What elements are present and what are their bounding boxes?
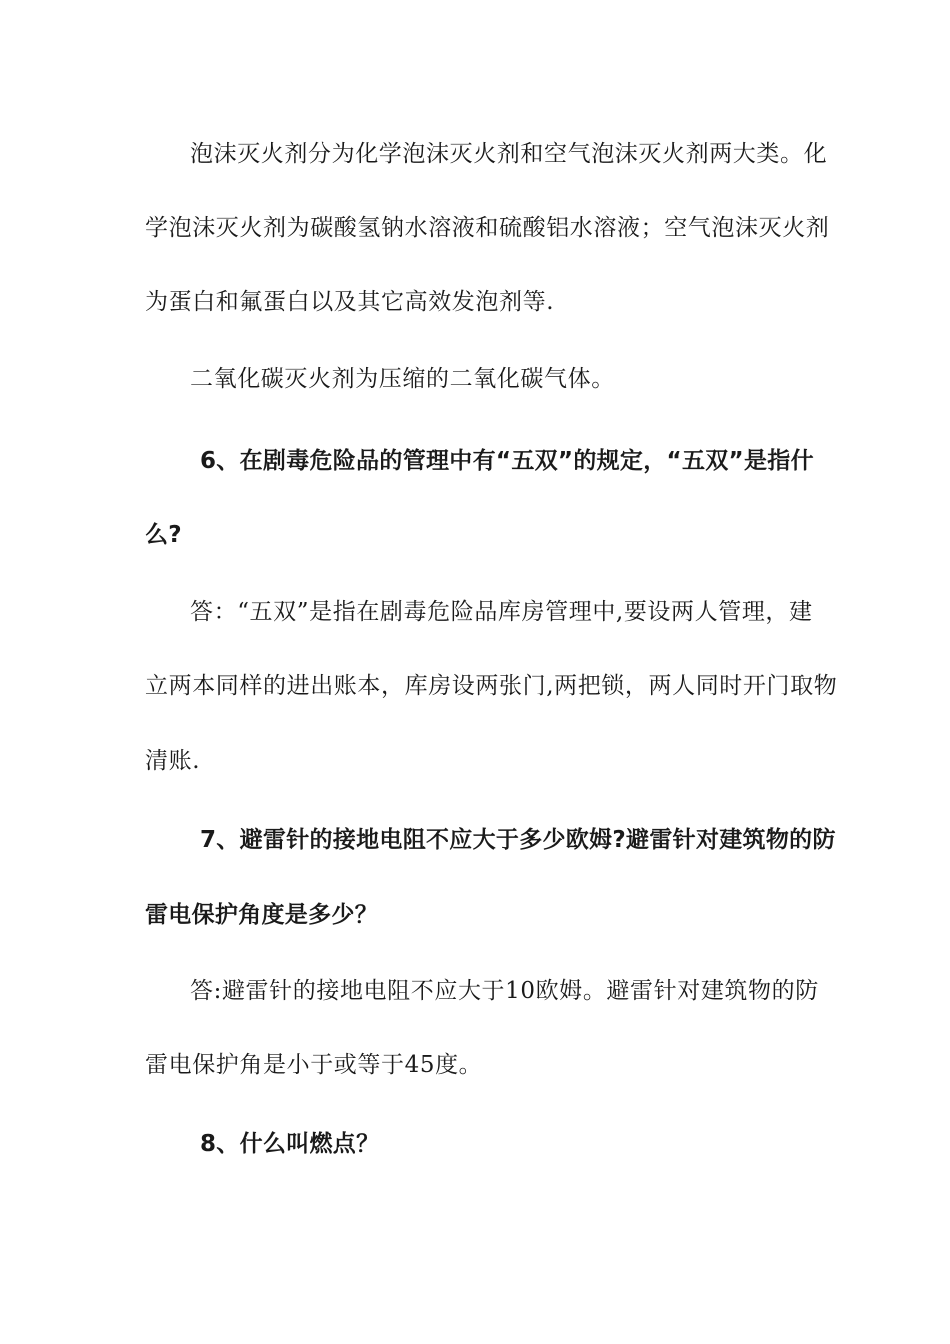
answer-7-line-1: 答:避雷针的接地电阻不应大于10欧姆。避雷针对建筑物的防 xyxy=(190,978,819,1004)
paragraph-foam-line-3: 为蛋白和氟蛋白以及其它高效发泡剂等. xyxy=(145,289,555,315)
answer-6-line-3: 清账. xyxy=(145,748,201,774)
question-7-line-2: 雷电保护角度是多少？ xyxy=(145,902,378,928)
paragraph-foam-line-2: 学泡沫灭火剂为碳酸氢钠水溶液和硫酸铝水溶液；空气泡沫灭火剂 xyxy=(145,215,830,241)
answer-7-line-2: 雷电保护角是小于或等于45度。 xyxy=(145,1052,483,1078)
answer-6-line-1: 答：“五双”是指在剧毒危险品库房管理中,要设两人管理，建 xyxy=(190,599,813,625)
paragraph-foam-line-1: 泡沫灭火剂分为化学泡沫灭火剂和空气泡沫灭火剂两大类。化 xyxy=(190,141,828,167)
question-7-line-1: 7、避雷针的接地电阻不应大于多少欧姆?避雷针对建筑物的防 xyxy=(200,827,836,853)
question-6-line-1: 6、在剧毒危险品的管理中有“五双”的规定，“五双”是指什 xyxy=(200,448,814,474)
question-8-line-1: 8、什么叫燃点？ xyxy=(200,1131,380,1157)
question-6-line-2: 么? xyxy=(145,522,182,548)
answer-6-line-2: 立两本同样的进出账本，库房设两张门,两把锁，两人同时开门取物 xyxy=(145,673,838,699)
paragraph-co2-line-1: 二氧化碳灭火剂为压缩的二氧化碳气体。 xyxy=(190,366,615,392)
